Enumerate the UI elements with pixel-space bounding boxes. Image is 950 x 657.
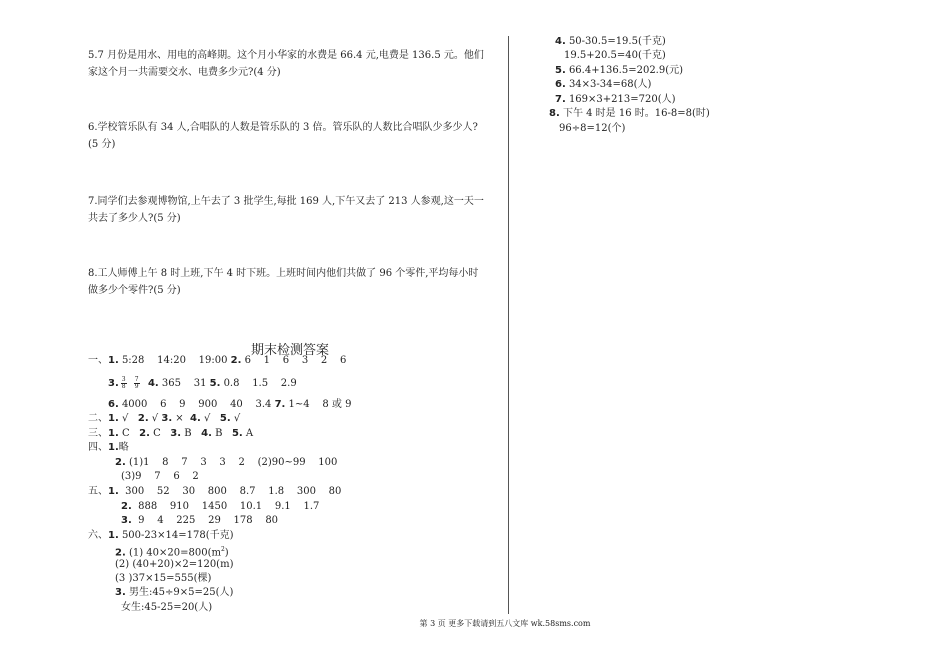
answer-section-3: 三、1. C 2. C 3. B 4. B 5. A [88, 428, 254, 439]
answer-section-5-line-2: 2. 888 910 1450 10.1 9.1 1.7 [121, 501, 320, 512]
answer-section-6-line-1: 六、1. 500-23×14=178(千克) [88, 530, 234, 541]
right-answer-8: 8. 下午 4 时是 16 时。16-8=8(时) [549, 108, 710, 119]
question-5: 5.7 月份是用水、用电的高峰期。这个月小华家的水费是 66.4 元,电费是 136.5 元。他们家这个月一共需要交水、电费多少元?(4 分) [88, 50, 484, 78]
fraction-7-9: $\frac{7}{9}$ [134, 376, 139, 390]
right-answer-4-line-2: 19.5+20.5=40(千克) [564, 50, 666, 61]
answer-section-4-line-3: (3)9 7 6 2 [121, 471, 199, 482]
answer-section-6-line-3: (2) (40+20)×2=120(m) [115, 559, 234, 570]
question-6: 6.学校管乐队有 34 人,合唱队的人数是管乐队的 3 倍。管乐队的人数比合唱队少多少人?(5 分) [88, 122, 478, 150]
answer-section-6-line-4: (3 )37×15=555(棵) [115, 573, 212, 584]
question-7: 7.同学们去参观博物馆,上午去了 3 批学生,每批 169 人,下午又去了 213 人参观,这一天一共去了多少人?(5 分) [88, 196, 484, 224]
answer-section-6-line-6: 女生:45-25=20(人) [121, 602, 213, 613]
page-footer: 第 3 页 更多下载请到五八文库 wk.58sms.com [419, 619, 591, 628]
right-answer-5: 5. 66.4+136.5=202.9(元) [555, 65, 684, 76]
column-divider [508, 36, 509, 614]
answer-section-4-line-1: 四、1.略 [88, 442, 129, 453]
answer-section-6-line-5: 3. 男生:45÷9×5=25(人) [115, 587, 234, 598]
answer-section-6-line-2: 2. (1) $40\times 20=800(m^2)$ [115, 546, 229, 559]
right-answer-6: 6. 34×3-34=68(人) [555, 79, 652, 90]
answer-section-5-line-1: 五、1. 300 52 30 800 8.7 1.8 300 80 [88, 486, 342, 497]
right-answer-4: 4. 50-30.5=19.5(千克) [555, 36, 666, 47]
answer-section-2: 二、1. √ 2. √ 3. × 4. √ 5. √ [88, 413, 241, 424]
answer-section-1-line-2: 3. $\frac{3}{8}$ $\frac{7}{9}$ 4. 365 31 5. 0.8 1.5 2.9 [108, 376, 297, 390]
answer-section-1-line-1: 一、1. 5:28 14:20 19:00 2. 6 1 6 3 2 6 [88, 355, 347, 366]
answer-key-title: 期末检测答案 [250, 343, 329, 358]
right-answer-8-line-2: 96÷8=12(个) [559, 123, 626, 134]
answer-section-1-line-3: 6. 4000 6 9 900 40 3.4 7. 1~4 8 或 9 [108, 399, 352, 410]
answer-section-5-line-3: 3. 9 4 225 29 178 80 [121, 515, 279, 526]
answer-section-4-line-2: 2. (1)1 8 7 3 3 2 (2)90~99 100 [115, 457, 338, 468]
right-answer-7: 7. 169×3+213=720(人) [555, 94, 676, 105]
question-8: 8.工人师傅上午 8 时上班,下午 4 时下班。上班时间内他们共做了 96 个零件,平均每小时做多少个零件?(5 分) [88, 268, 479, 296]
fraction-3-8: $\frac{3}{8}$ [121, 376, 126, 390]
